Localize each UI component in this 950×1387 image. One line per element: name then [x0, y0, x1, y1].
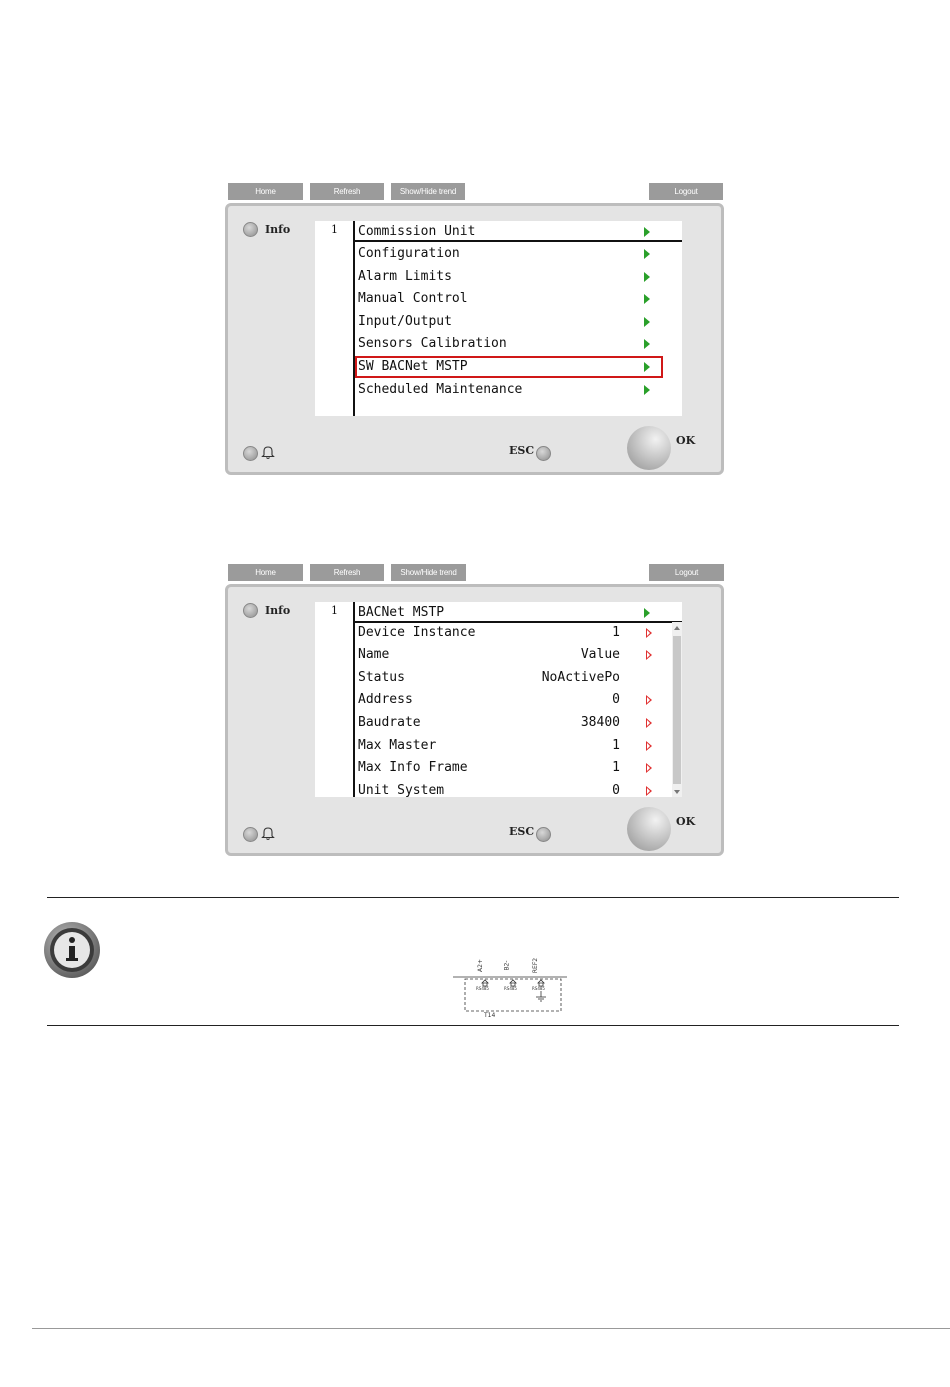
terminal-diagram: [451, 957, 571, 1023]
display-screen: [315, 602, 682, 797]
arrow-right-icon[interactable]: [644, 608, 650, 618]
note-rule-top: [47, 897, 899, 898]
parameter-label: Name: [358, 647, 390, 663]
footer-rule: [32, 1328, 950, 1329]
scroll-down-icon[interactable]: [674, 790, 680, 794]
parameter-label: Address: [358, 692, 413, 708]
show-hide-trend-button[interactable]: Show/Hide trend: [391, 183, 465, 200]
arrow-right-icon[interactable]: [646, 786, 652, 796]
menu-item-label: Manual Control: [358, 291, 468, 307]
parameter-row[interactable]: [358, 689, 678, 711]
arrow-right-icon[interactable]: [644, 317, 650, 327]
home-button[interactable]: Home: [228, 183, 303, 200]
menu-title-label: BACNet MSTP: [358, 605, 445, 620]
menu-item[interactable]: [358, 243, 678, 265]
arrow-right-icon[interactable]: [644, 385, 650, 395]
arrow-right-icon[interactable]: [644, 339, 650, 349]
arrow-right-icon[interactable]: [646, 650, 652, 660]
page-number: 1: [331, 604, 338, 617]
menu-item-label: Configuration: [358, 246, 460, 261]
logout-button[interactable]: Logout: [649, 564, 724, 581]
arrow-right-icon[interactable]: [644, 249, 650, 259]
terminal-label-b2: B2-: [503, 960, 511, 971]
controller-panel-bacnet: [225, 584, 724, 856]
parameter-label: Baudrate: [358, 715, 421, 730]
page-number: 1: [331, 223, 338, 236]
parameter-row[interactable]: [358, 644, 678, 666]
block-label: T14: [484, 1012, 496, 1019]
connector-label: RS485: [476, 986, 489, 991]
logout-button[interactable]: Logout: [649, 183, 723, 200]
menu-item[interactable]: [358, 379, 678, 401]
show-hide-trend-button[interactable]: Show/Hide trend: [391, 564, 466, 581]
scroll-up-icon[interactable]: [674, 626, 680, 630]
parameter-label: Status: [358, 669, 405, 685]
esc-label: ESC: [509, 444, 535, 457]
controller-panel-commission: [225, 203, 724, 475]
parameter-row[interactable]: [358, 735, 678, 757]
menu-title: [358, 221, 678, 243]
arrow-right-icon[interactable]: [644, 294, 650, 304]
esc-button[interactable]: [536, 827, 551, 842]
parameter-value: 1: [612, 737, 620, 753]
esc-label: ESC: [509, 825, 535, 838]
parameter-value: Value: [580, 647, 620, 663]
parameter-row[interactable]: [358, 757, 678, 779]
display-screen: [315, 221, 682, 416]
alarm-led[interactable]: [243, 446, 258, 461]
info-icon: [43, 921, 101, 979]
toolbar-bottom: [228, 564, 724, 581]
menu-title: [358, 602, 678, 621]
parameter-value: 0: [612, 782, 620, 797]
scrollbar[interactable]: [672, 622, 682, 797]
parameter-value: 1: [612, 760, 620, 776]
menu-item-label: Scheduled Maintenance: [358, 381, 523, 397]
terminal-label-ref2: REF2: [532, 957, 540, 974]
parameter-label: Unit System: [358, 782, 445, 797]
ok-knob[interactable]: [627, 426, 671, 470]
arrow-right-icon[interactable]: [646, 741, 652, 751]
home-button[interactable]: Home: [228, 564, 303, 581]
parameter-value: 0: [612, 692, 620, 708]
arrow-right-icon[interactable]: [644, 272, 650, 282]
divider: [353, 602, 355, 797]
menu-item-label: Alarm Limits: [358, 268, 452, 284]
alarm-led[interactable]: [243, 827, 258, 842]
esc-button[interactable]: [536, 446, 551, 461]
parameter-value: 38400: [580, 715, 620, 730]
info-led[interactable]: [243, 222, 258, 237]
menu-item-label: SW BACNet MSTP: [358, 359, 468, 374]
parameter-row[interactable]: [358, 780, 678, 797]
bell-icon[interactable]: [261, 826, 275, 841]
parameter-row[interactable]: [358, 622, 678, 644]
menu-item[interactable]: [358, 333, 678, 355]
parameter-row[interactable]: [358, 667, 678, 689]
arrow-right-icon[interactable]: [646, 763, 652, 773]
arrow-right-icon[interactable]: [646, 718, 652, 728]
info-label: Info: [265, 604, 291, 617]
info-label: Info: [265, 223, 291, 236]
menu-item[interactable]: [358, 311, 678, 333]
arrow-right-icon[interactable]: [644, 227, 650, 237]
parameter-row[interactable]: [358, 712, 678, 734]
connector-label: RS485: [504, 986, 517, 991]
refresh-button[interactable]: Refresh: [310, 564, 384, 581]
ok-label: OK: [676, 434, 696, 447]
ok-label: OK: [676, 815, 696, 828]
parameter-label: Device Instance: [358, 624, 476, 640]
parameter-value: 1: [612, 624, 620, 640]
toolbar-top: [228, 183, 724, 200]
menu-item[interactable]: [358, 266, 678, 288]
ok-knob[interactable]: [627, 807, 671, 851]
menu-item-label: Sensors Calibration: [358, 336, 507, 352]
arrow-right-icon[interactable]: [646, 695, 652, 705]
note-rule-bottom: [47, 1025, 899, 1026]
connector-label: RS485: [532, 986, 545, 991]
bell-icon[interactable]: [261, 445, 275, 460]
menu-title-label: Commission Unit: [358, 224, 476, 239]
parameter-label: Max Info Frame: [358, 760, 468, 776]
selection-highlight: [355, 356, 663, 378]
divider: [353, 221, 355, 416]
terminal-label-a2: A2+: [476, 959, 484, 972]
menu-item-label: Input/Output: [358, 313, 452, 329]
parameter-value: NoActivePo: [541, 669, 620, 685]
info-led[interactable]: [243, 603, 258, 618]
parameter-label: Max Master: [358, 737, 437, 753]
arrow-right-icon[interactable]: [646, 628, 652, 638]
menu-item[interactable]: [358, 288, 678, 310]
refresh-button[interactable]: Refresh: [310, 183, 384, 200]
scroll-thumb[interactable]: [673, 636, 681, 784]
